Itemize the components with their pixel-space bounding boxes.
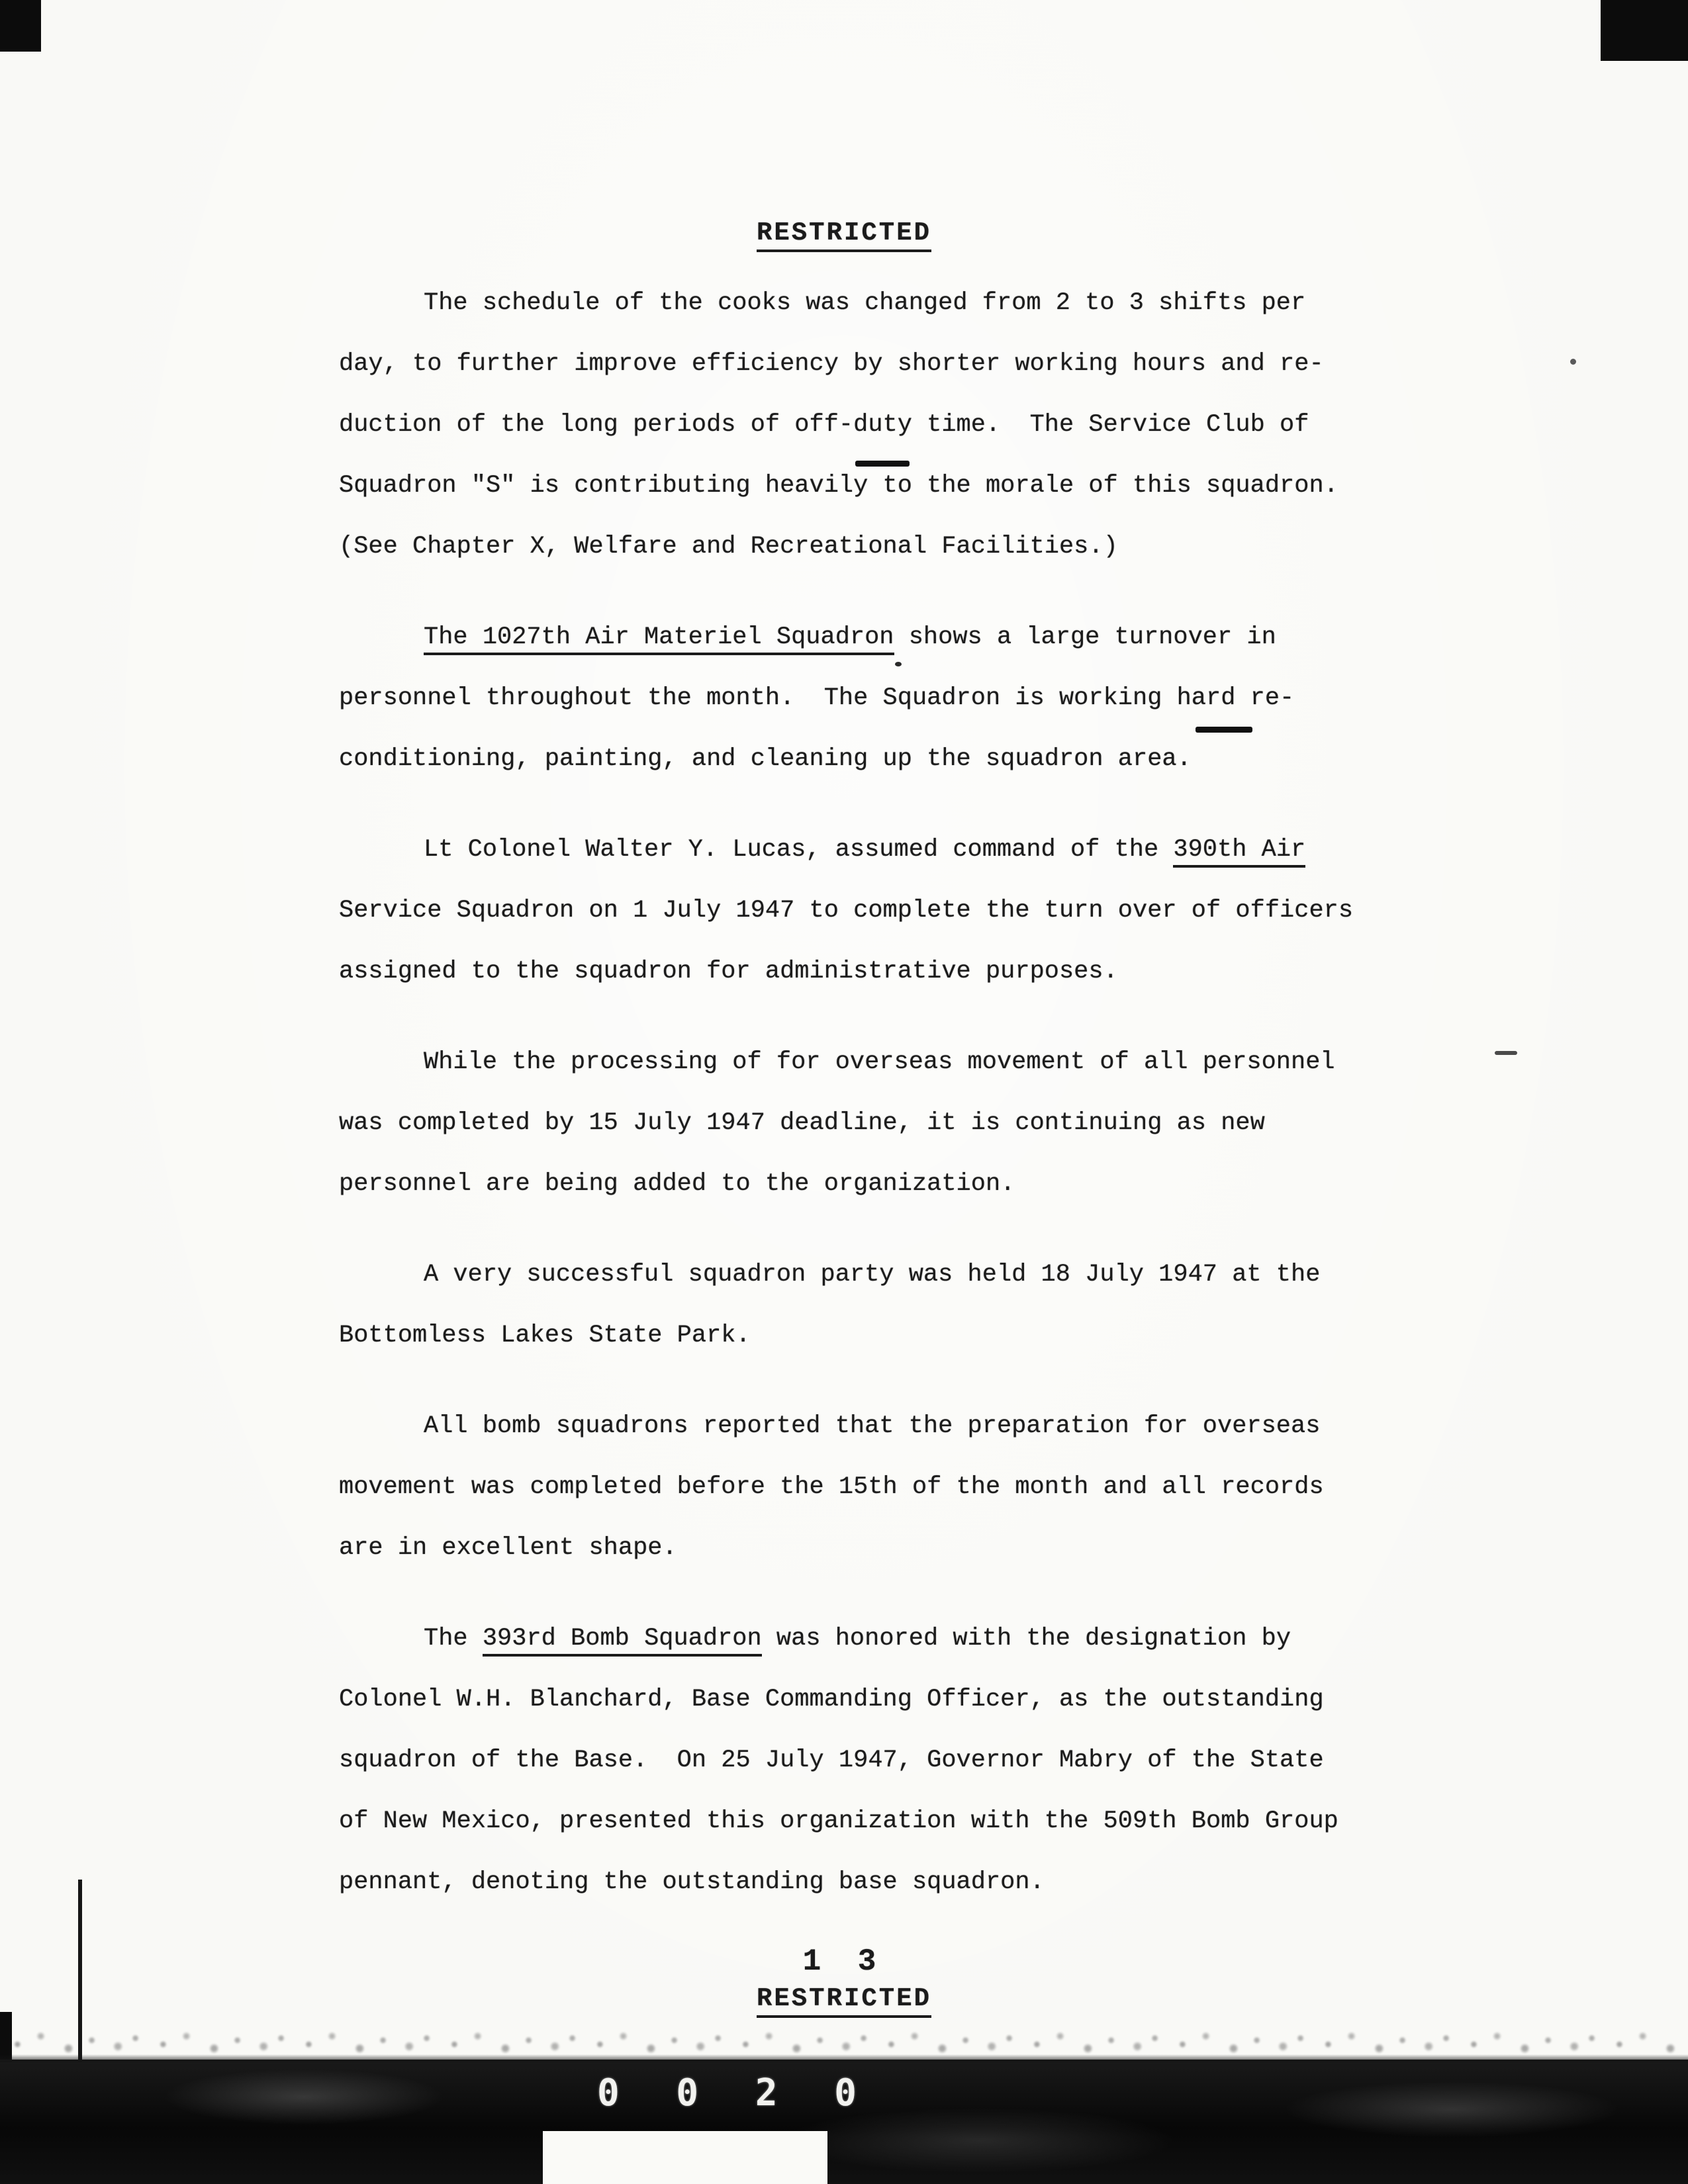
text-segment: assigned to the squadron for administrative purposes.: [339, 958, 1118, 985]
text-segment: duction of the long periods of off-duty time. The Service Club of: [339, 411, 1309, 439]
text-segment: are in excellent shape.: [339, 1534, 677, 1562]
text-line: [339, 607, 1425, 668]
text-segment: The schedule of the cooks was changed from 2 to 3 shifts per: [424, 289, 1306, 317]
footer-classification-text: RESTRICTED: [757, 1984, 931, 2018]
text-line: [339, 880, 1425, 941]
paragraph: [339, 607, 1425, 790]
scan-artifact-top-left: [0, 0, 41, 52]
scanner-band: [0, 2060, 1688, 2184]
paragraph: [339, 1032, 1425, 1214]
page-number: 1 3: [802, 1944, 886, 1979]
paragraph: [339, 1608, 1425, 1913]
text-line: [339, 1791, 1425, 1852]
text-line: [339, 394, 1425, 455]
paragraph: [339, 1244, 1425, 1366]
text-segment: of New Mexico, presented this organization with the 509th Bomb Group: [339, 1807, 1338, 1835]
text-segment: Service Squadron on 1 July 1947 to complete the turn over of officers: [339, 897, 1354, 925]
text-line: [339, 1730, 1425, 1791]
text-line: [339, 1608, 1425, 1669]
text-segment: movement was completed before the 15th of the month and all records: [339, 1473, 1324, 1501]
text-segment: Squadron "S" is contributing heavily to the morale of this squadron.: [339, 472, 1338, 500]
header-classification: [0, 218, 1688, 248]
text-line: [339, 941, 1425, 1002]
text-line: [339, 819, 1425, 880]
text-segment: While the processing of for overseas movement of all personnel: [424, 1048, 1335, 1076]
paragraph: [339, 273, 1425, 577]
text-line: [339, 668, 1425, 729]
text-segment: A very successful squadron party was held 18 July 1947 at the: [424, 1261, 1321, 1289]
text-segment: Bottomless Lakes State Park.: [339, 1322, 751, 1349]
text-line: [339, 455, 1425, 516]
text-line: [339, 334, 1425, 394]
text-segment: The: [424, 1625, 483, 1653]
text-segment: (See Chapter X, Welfare and Recreational Facilities.): [339, 533, 1118, 561]
text-segment: personnel throughout the month. The Squadron is working hard re-: [339, 684, 1295, 712]
text-line: [339, 1154, 1425, 1214]
text-line: [339, 1093, 1425, 1154]
text-line: [339, 1244, 1425, 1305]
text-segment: day, to further improve efficiency by shorter working hours and re-: [339, 350, 1324, 378]
text-segment: was honored with the designation by: [761, 1625, 1291, 1653]
text-line: [339, 1305, 1425, 1366]
underlined-text: 393rd Bomb Squadron: [483, 1625, 762, 1657]
text-segment: pennant, denoting the outstanding base squadron.: [339, 1868, 1045, 1896]
paragraph: [339, 1396, 1425, 1578]
text-line: [339, 1032, 1425, 1093]
underlined-text: 390th Air: [1173, 836, 1305, 868]
text-line: [339, 1669, 1425, 1730]
header-classification-text: RESTRICTED: [757, 218, 931, 252]
scanner-code: 0 0 2 0: [597, 2071, 874, 2115]
scanner-band-notch: [543, 2131, 827, 2184]
text-segment: Colonel W.H. Blanchard, Base Commanding Officer, as the outstanding: [339, 1686, 1324, 1713]
text-segment: shows a large turnover in: [894, 623, 1276, 651]
page-footer: [0, 1944, 1688, 2018]
text-line: [339, 273, 1425, 334]
text-line: [339, 516, 1425, 577]
underlined-text: The 1027th Air Materiel Squadron: [424, 623, 894, 655]
text-segment: personnel are being added to the organization.: [339, 1170, 1015, 1198]
text-segment: was completed by 15 July 1947 deadline, it is continuing as new: [339, 1109, 1265, 1137]
scan-speck: [1495, 1051, 1517, 1055]
scan-artifact-top-right: [1601, 0, 1688, 61]
text-line: [339, 1396, 1425, 1457]
text-line: [339, 1518, 1425, 1578]
text-line: [339, 729, 1425, 790]
text-line: [339, 1457, 1425, 1518]
document-body: [339, 273, 1425, 1913]
text-segment: squadron of the Base. On 25 July 1947, Governor Mabry of the State: [339, 1747, 1324, 1774]
text-segment: All bomb squadrons reported that the preparation for overseas: [424, 1412, 1321, 1440]
text-line: [339, 1852, 1425, 1913]
scan-speck: [1570, 359, 1576, 365]
text-segment: Lt Colonel Walter Y. Lucas, assumed command of the: [424, 836, 1174, 864]
text-segment: conditioning, painting, and cleaning up the squadron area.: [339, 745, 1192, 773]
paragraph: [339, 819, 1425, 1002]
